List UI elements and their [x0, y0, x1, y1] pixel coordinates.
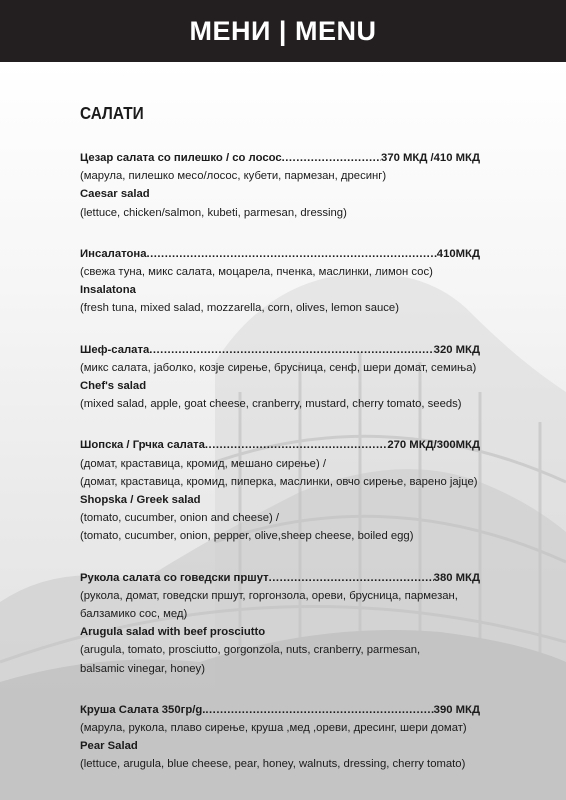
dot-leader: [147, 245, 437, 263]
menu-item-price: 410МКД: [436, 247, 480, 260]
menu-item-name-en: Chef's salad: [80, 380, 147, 393]
menu-header-bar: [0, 0, 566, 62]
menu-item-title-row: [80, 149, 480, 167]
menu-item-title-row: [80, 701, 480, 719]
menu-item-description-en: (lettuce, chicken/salmon, kubeti, parmesan, dressing): [80, 206, 347, 219]
menu-item-description-en: (tomato, cucumber, onion and cheese) /: [80, 512, 280, 525]
menu-item-name-mk: Цезар салата со пилешко / со лосос: [80, 152, 282, 164]
menu-item-name-en: Caesar salad: [80, 188, 150, 201]
menu-item-price: 270 МКД/300МКД: [387, 439, 480, 452]
menu-item-name-mk: Круша Салата 350гр/g.: [80, 703, 206, 716]
menu-item: [80, 436, 480, 545]
menu-item-title-row: [80, 341, 480, 359]
menu-item-description-en: (lettuce, arugula, blue cheese, pear, honey, walnuts, dressing, cherry tomato): [80, 758, 466, 771]
menu-item-description-en: (tomato, cucumber, onion, pepper, olive,sheep cheese, boiled egg): [80, 530, 414, 543]
menu-item: [80, 569, 480, 678]
menu-item-description-mk: (марула, рукола, плаво сирење, круша ,мед ,ореви, дресинг, шери домат): [80, 722, 467, 735]
menu-item-description-mk: (микс салата, јаболко, козје сирење, брусница, сенф, шери домат, семиња): [80, 361, 477, 374]
menu-item-name-mk: Шопска / Грчка салата: [80, 439, 205, 452]
menu-item-name-en: Arugula salad with beef prosciutto: [80, 626, 266, 639]
menu-title: МЕНИ | MENU: [189, 15, 377, 46]
dot-leader: [282, 149, 381, 167]
menu-item-title-row: [80, 436, 480, 454]
menu-item: [80, 245, 480, 318]
menu-item-name-en: Shopska / Greek salad: [80, 494, 201, 507]
menu-item-price: 320 МКД: [433, 343, 480, 356]
menu-item-description-en: (fresh tuna, mixed salad, mozzarella, corn, olives, lemon sauce): [80, 302, 399, 315]
section-title-salads: САЛАТИ: [80, 103, 144, 123]
menu-item-description-mk: (домат, краставица, кромид, пиперка, маслинки, овчо сирење, варено јајце): [80, 475, 478, 488]
menu-item: [80, 341, 480, 414]
menu-item-name-mk: Рукола салата со говедски пршут: [80, 571, 269, 584]
menu-item-name-en: Pear Salad: [80, 740, 138, 753]
menu-items-list: [80, 149, 480, 774]
menu-item-description-en: (mixed salad, apple, goat cheese, cranberry, mustard, cherry tomato, seeds): [80, 398, 462, 411]
menu-item-description-en: (arugula, tomato, prosciutto, gorgonzola, nuts, cranberry, parmesan,: [80, 644, 421, 657]
menu-item-description-mk: балзамико сос, мед): [80, 608, 188, 621]
menu-item-name-mk: Шеф-салата: [80, 343, 150, 356]
dot-leader: [205, 436, 387, 454]
menu-item-price: 380 МКД: [433, 571, 480, 584]
menu-item-name-en: Insalatona: [80, 284, 136, 297]
dot-leader: [205, 701, 433, 719]
menu-item-price: 390 МКД: [433, 703, 480, 716]
menu-item-description-mk: (домат, краставица, кромид, мешано сирење) /: [80, 457, 326, 470]
menu-content: [80, 103, 480, 797]
menu-item-description-en: balsamic vinegar, honey): [80, 662, 205, 675]
menu-item-title-row: [80, 569, 480, 587]
dot-leader: [149, 341, 433, 359]
menu-item-title-row: [80, 245, 480, 263]
menu-item-name-mk: Инсалатона: [80, 247, 147, 260]
menu-item-description-mk: (свежа туна, микс салата, моцарела, пченка, маслинки, лимон сос): [80, 266, 433, 279]
menu-item-description-mk: (рукола, домат, говедски пршут, горгонзола, ореви, брусница, пармезан,: [80, 589, 458, 602]
menu-item-description-mk: (марула, пилешко месо/лосос, кубети, пармезан, дресинг): [80, 170, 387, 183]
menu-item-price: 370 МКД /410 МКД: [381, 152, 480, 164]
menu-item: [80, 701, 480, 774]
menu-item: [80, 149, 480, 222]
dot-leader: [269, 569, 434, 587]
